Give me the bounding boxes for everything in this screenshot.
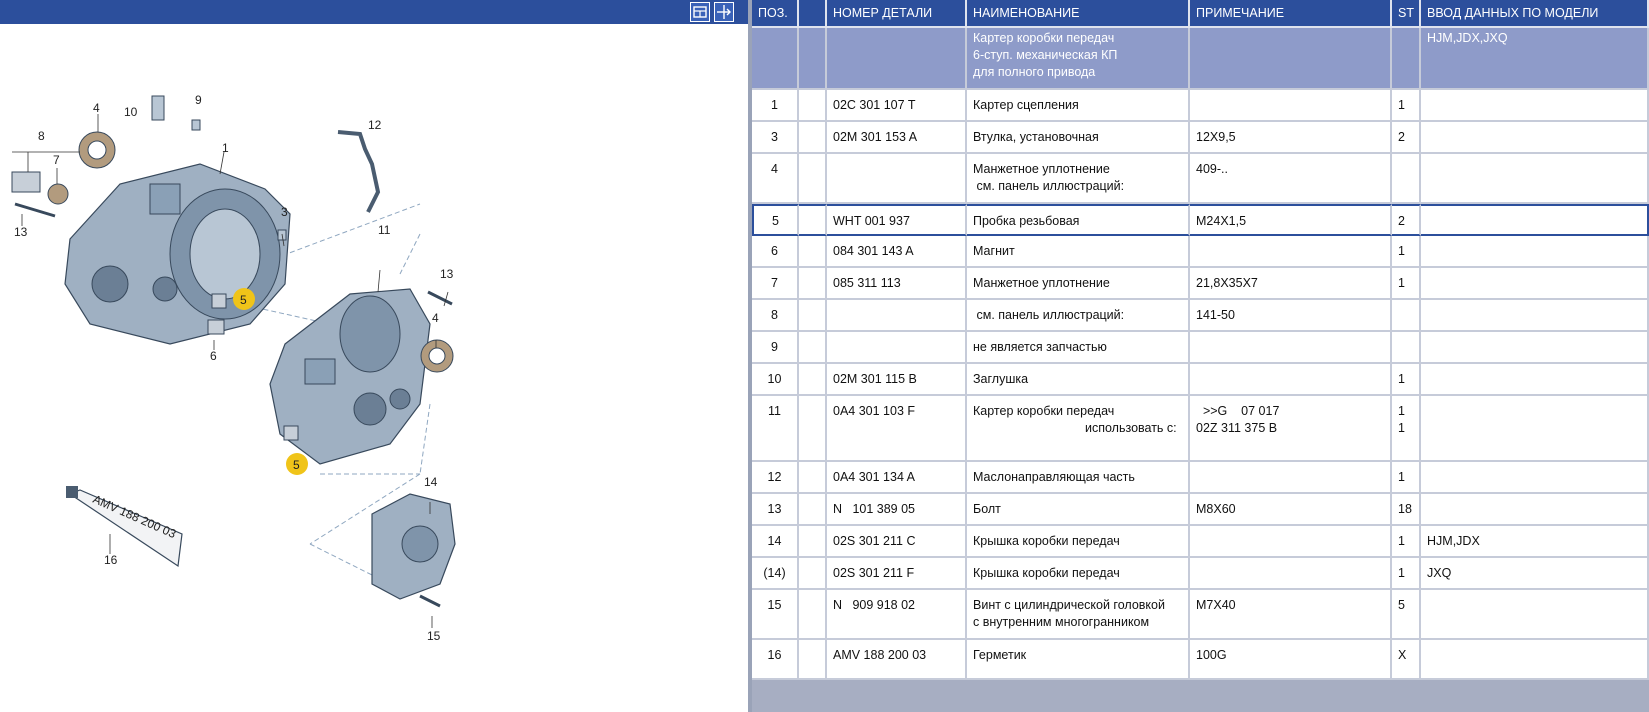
cell-blank <box>799 558 827 590</box>
cell-part-number: 0A4 301 134 A <box>827 462 967 494</box>
callout-4b[interactable]: 4 <box>432 311 439 325</box>
magnet-6-part <box>208 320 224 334</box>
cell-blank <box>799 526 827 558</box>
st-line: 1 <box>1398 421 1405 435</box>
header-st[interactable]: ST <box>1392 0 1421 28</box>
item-9-part <box>192 120 200 130</box>
cell-pos: 16 <box>752 640 799 680</box>
cell-st <box>1392 268 1421 300</box>
cell-model <box>1421 332 1649 364</box>
cell-pos: 11 <box>752 396 799 462</box>
cell-pos: 9 <box>752 332 799 364</box>
clutch-housing-part <box>65 164 290 344</box>
cell-part-number: 02S 301 211 C <box>827 526 967 558</box>
cell-name <box>967 462 1190 494</box>
diagram-toolbar <box>0 0 748 24</box>
cell-st <box>1392 558 1421 590</box>
cell-model <box>1421 268 1649 300</box>
group-name-line: Картер коробки передач <box>973 31 1115 45</box>
plug-10-part <box>152 96 164 120</box>
cell-model <box>1421 396 1649 462</box>
callout-13b[interactable]: 13 <box>440 267 454 281</box>
cell-model <box>1421 122 1649 154</box>
st-line: 1 <box>1398 372 1405 386</box>
cell-note <box>1190 462 1392 494</box>
cell-blank <box>799 268 827 300</box>
table-row[interactable] <box>752 396 1649 462</box>
table-row[interactable] <box>752 300 1649 332</box>
cell-blank <box>799 396 827 462</box>
cell-model <box>1421 236 1649 268</box>
cell-model <box>1421 204 1649 236</box>
cell-pos: 5 <box>752 204 799 236</box>
cell-part-number: N 909 918 02 <box>827 590 967 640</box>
table-row[interactable] <box>752 590 1649 640</box>
table-row[interactable] <box>752 364 1649 396</box>
cell-pos: (14) <box>752 558 799 590</box>
split-icon[interactable] <box>714 2 734 22</box>
cell-pos: 13 <box>752 494 799 526</box>
cell-pos: 7 <box>752 268 799 300</box>
st-line: 2 <box>1398 214 1405 228</box>
cell-name <box>967 640 1190 680</box>
header-note[interactable]: ПРИМЕЧАНИЕ <box>1190 0 1392 28</box>
cell-st <box>1392 364 1421 396</box>
name-line: Крышка коробки передач <box>973 534 1120 548</box>
group-name-line: для полного привода <box>973 65 1096 79</box>
table-row[interactable] <box>752 332 1649 364</box>
cell-blank <box>799 236 827 268</box>
group-header-row[interactable] <box>752 28 1649 90</box>
name-line: см. панель иллюстраций: <box>973 308 1125 322</box>
cell-note <box>1190 300 1392 332</box>
cell-st <box>1392 236 1421 268</box>
st-line: 1 <box>1398 470 1405 484</box>
cell-blank <box>799 640 827 680</box>
note-line: 409-.. <box>1196 162 1228 176</box>
table-row[interactable] <box>752 558 1649 590</box>
name-line: Болт <box>973 502 1001 516</box>
name-line: Маслонаправляющая часть <box>973 470 1135 484</box>
cell-blank <box>799 364 827 396</box>
name-line: Картер сцепления <box>973 98 1079 112</box>
name-line: Магнит <box>973 244 1015 258</box>
callout-9[interactable]: 9 <box>195 93 202 107</box>
cell-st <box>1392 154 1421 204</box>
cell-part-number: 085 311 113 <box>827 268 967 300</box>
table-row[interactable] <box>752 462 1649 494</box>
cell-name <box>967 236 1190 268</box>
callout-6[interactable]: 6 <box>210 349 217 363</box>
note-line: 21,8X35X7 <box>1196 276 1258 290</box>
header-pos[interactable]: ПОЗ. <box>752 0 799 28</box>
cell-name <box>967 494 1190 526</box>
st-line: 1 <box>1398 244 1405 258</box>
st-line: X <box>1398 648 1407 662</box>
cell-note <box>1190 526 1392 558</box>
callout-4[interactable]: 4 <box>93 101 100 115</box>
cell-pos: 10 <box>752 364 799 396</box>
st-line: 2 <box>1398 130 1405 144</box>
bolt-13b-part <box>428 292 452 304</box>
callout-5b[interactable]: 5 <box>293 458 300 472</box>
exploded-view-diagram <box>0 24 748 712</box>
cell-st <box>1392 494 1421 526</box>
name-line: Пробка резьбовая <box>973 214 1080 228</box>
callout-3[interactable]: 3 <box>281 205 288 219</box>
cell-part-number: 02M 301 153 A <box>827 122 967 154</box>
note-line: M7X40 <box>1196 598 1236 612</box>
cell-pos: 3 <box>752 122 799 154</box>
cell-name <box>967 268 1190 300</box>
seal-part-7 <box>48 184 68 204</box>
name-line: не является запчастью <box>973 340 1107 354</box>
header-name[interactable]: НАИМЕНОВАНИЕ <box>967 0 1190 28</box>
cell-note <box>1190 154 1392 204</box>
cell-model <box>1421 640 1649 680</box>
cell-blank <box>799 590 827 640</box>
callout-1[interactable]: 1 <box>222 141 229 155</box>
cell-name <box>967 526 1190 558</box>
name-line: Картер коробки передач <box>973 404 1115 418</box>
cell-blank <box>799 90 827 122</box>
cell-blank <box>799 332 827 364</box>
cell-name <box>967 122 1190 154</box>
cell-st <box>1392 396 1421 462</box>
cell-blank <box>799 204 827 236</box>
callout-14[interactable]: 14 <box>424 475 438 489</box>
cell-part-number: 02S 301 211 F <box>827 558 967 590</box>
callout-7[interactable]: 7 <box>53 153 60 167</box>
parts-table <box>752 0 1649 680</box>
cell-note <box>1190 236 1392 268</box>
note-line: 141-50 <box>1196 308 1235 322</box>
name-line: Крышка коробки передач <box>973 566 1120 580</box>
group-name-line: 6-ступ. механическая КП <box>973 48 1118 62</box>
cell-st <box>1392 300 1421 332</box>
cell-note <box>1190 332 1392 364</box>
note-line: M24X1,5 <box>1196 214 1247 228</box>
callout-5[interactable]: 5 <box>240 293 247 307</box>
header-model[interactable]: ВВОД ДАННЫХ ПО МОДЕЛИ <box>1421 0 1649 28</box>
cell-st <box>1392 640 1421 680</box>
bushing-part <box>12 172 40 192</box>
cell-st <box>1392 332 1421 364</box>
cell-note <box>1190 122 1392 154</box>
callout-12[interactable]: 12 <box>368 118 382 132</box>
cell-part-number: 0A4 301 103 F <box>827 396 967 462</box>
table-row[interactable] <box>752 268 1649 300</box>
cell-note <box>1190 90 1392 122</box>
note-line: >>G 07 017 <box>1196 404 1280 418</box>
callout-15[interactable]: 15 <box>427 629 441 643</box>
cell-note <box>1190 268 1392 300</box>
cell-model <box>1421 494 1649 526</box>
parts-table-pane <box>752 0 1649 712</box>
cell-note <box>1190 396 1392 462</box>
cell-model <box>1421 300 1649 332</box>
cell-blank <box>799 494 827 526</box>
cell-name <box>967 204 1190 236</box>
cell-blank <box>799 122 827 154</box>
cell-st <box>1392 590 1421 640</box>
cell-part-number: N 101 389 05 <box>827 494 967 526</box>
st-line: 18 <box>1398 502 1412 516</box>
cell-model: JXQ <box>1421 558 1649 590</box>
cell-name <box>967 396 1190 462</box>
cell-pos: 1 <box>752 90 799 122</box>
name-line: Манжетное уплотнение <box>973 276 1110 290</box>
st-line: 1 <box>1398 276 1405 290</box>
callout-10[interactable]: 10 <box>124 105 138 119</box>
cell-st <box>1392 526 1421 558</box>
table-row[interactable] <box>752 236 1649 268</box>
table-row[interactable] <box>752 640 1649 680</box>
st-line: 5 <box>1398 598 1405 612</box>
cell-part-number <box>827 332 967 364</box>
tube-label: AMV 188 200 03 <box>90 491 179 542</box>
cell-blank <box>799 300 827 332</box>
cell-st <box>1392 462 1421 494</box>
cell-note <box>1190 364 1392 396</box>
st-line: 1 <box>1398 534 1405 548</box>
name-line: Герметик <box>973 648 1027 662</box>
callout-11[interactable]: 11 <box>378 223 391 237</box>
st-line: 1 <box>1398 404 1405 418</box>
cell-part-number: AMV 188 200 03 <box>827 640 967 680</box>
table-row[interactable] <box>752 154 1649 204</box>
layout-icon[interactable] <box>690 2 710 22</box>
cell-model <box>1421 154 1649 204</box>
cell-pos: 8 <box>752 300 799 332</box>
cell-model <box>1421 462 1649 494</box>
header-part-number[interactable]: НОМЕР ДЕТАЛИ <box>827 0 967 28</box>
plug-5b-part <box>284 426 298 440</box>
sealant-tube-part <box>66 486 182 566</box>
screw-15-part <box>420 596 440 606</box>
oil-guide-part <box>338 132 378 212</box>
cell-model <box>1421 90 1649 122</box>
cell-part-number: 02M 301 115 B <box>827 364 967 396</box>
table-header-row <box>752 0 1649 28</box>
table-row[interactable] <box>752 90 1649 122</box>
name-line: использовать с: <box>1085 421 1177 435</box>
cell-st <box>1392 122 1421 154</box>
table-row[interactable] <box>752 526 1649 558</box>
note-line: 12X9,5 <box>1196 130 1236 144</box>
bolt-13-part <box>15 204 55 216</box>
note-line: 100G <box>1196 648 1227 662</box>
table-row[interactable] <box>752 122 1649 154</box>
group-model: HJM,JDX,JXQ <box>1427 31 1508 45</box>
cell-part-number: 02C 301 107 T <box>827 90 967 122</box>
table-row[interactable] <box>752 494 1649 526</box>
cell-model <box>1421 590 1649 640</box>
cell-note <box>1190 558 1392 590</box>
cell-pos: 15 <box>752 590 799 640</box>
cell-blank <box>799 154 827 204</box>
st-line: 1 <box>1398 566 1405 580</box>
cell-st <box>1392 90 1421 122</box>
note-line: M8X60 <box>1196 502 1236 516</box>
st-line: 1 <box>1398 98 1405 112</box>
cell-note <box>1190 204 1392 236</box>
name-line: Винт с цилиндрической головкой <box>973 598 1165 612</box>
cell-note <box>1190 640 1392 680</box>
cell-pos: 6 <box>752 236 799 268</box>
cell-note <box>1190 590 1392 640</box>
diagram-pane <box>0 0 748 712</box>
cell-name <box>967 300 1190 332</box>
gearbox-cover-part <box>372 494 455 599</box>
cell-name <box>967 332 1190 364</box>
header-blank[interactable] <box>799 0 827 28</box>
cell-name <box>967 90 1190 122</box>
name-line: Втулка, установочная <box>973 130 1099 144</box>
cell-blank <box>799 462 827 494</box>
plug-5-part <box>212 294 226 308</box>
cell-part-number: WHT 001 937 <box>827 204 967 236</box>
name-line: с внутренним многогранником <box>973 615 1150 629</box>
cell-model: HJM,JDX <box>1421 526 1649 558</box>
cell-name <box>967 154 1190 204</box>
cell-part-number: 084 301 143 A <box>827 236 967 268</box>
cell-st <box>1392 204 1421 236</box>
callout-13[interactable]: 13 <box>14 225 28 239</box>
name-line: Заглушка <box>973 372 1029 386</box>
name-line: Манжетное уплотнение <box>973 162 1110 176</box>
table-row[interactable] <box>752 204 1649 236</box>
name-line: см. панель иллюстраций: <box>973 179 1125 193</box>
cell-part-number <box>827 154 967 204</box>
cell-note <box>1190 494 1392 526</box>
cell-name <box>967 558 1190 590</box>
cell-part-number <box>827 300 967 332</box>
cell-name <box>967 590 1190 640</box>
cell-name <box>967 364 1190 396</box>
cell-model <box>1421 364 1649 396</box>
callout-16[interactable]: 16 <box>104 553 118 567</box>
cell-pos: 12 <box>752 462 799 494</box>
callout-8[interactable]: 8 <box>38 129 45 143</box>
cell-pos: 4 <box>752 154 799 204</box>
cell-pos: 14 <box>752 526 799 558</box>
note-line: 02Z 311 375 B <box>1196 421 1278 435</box>
